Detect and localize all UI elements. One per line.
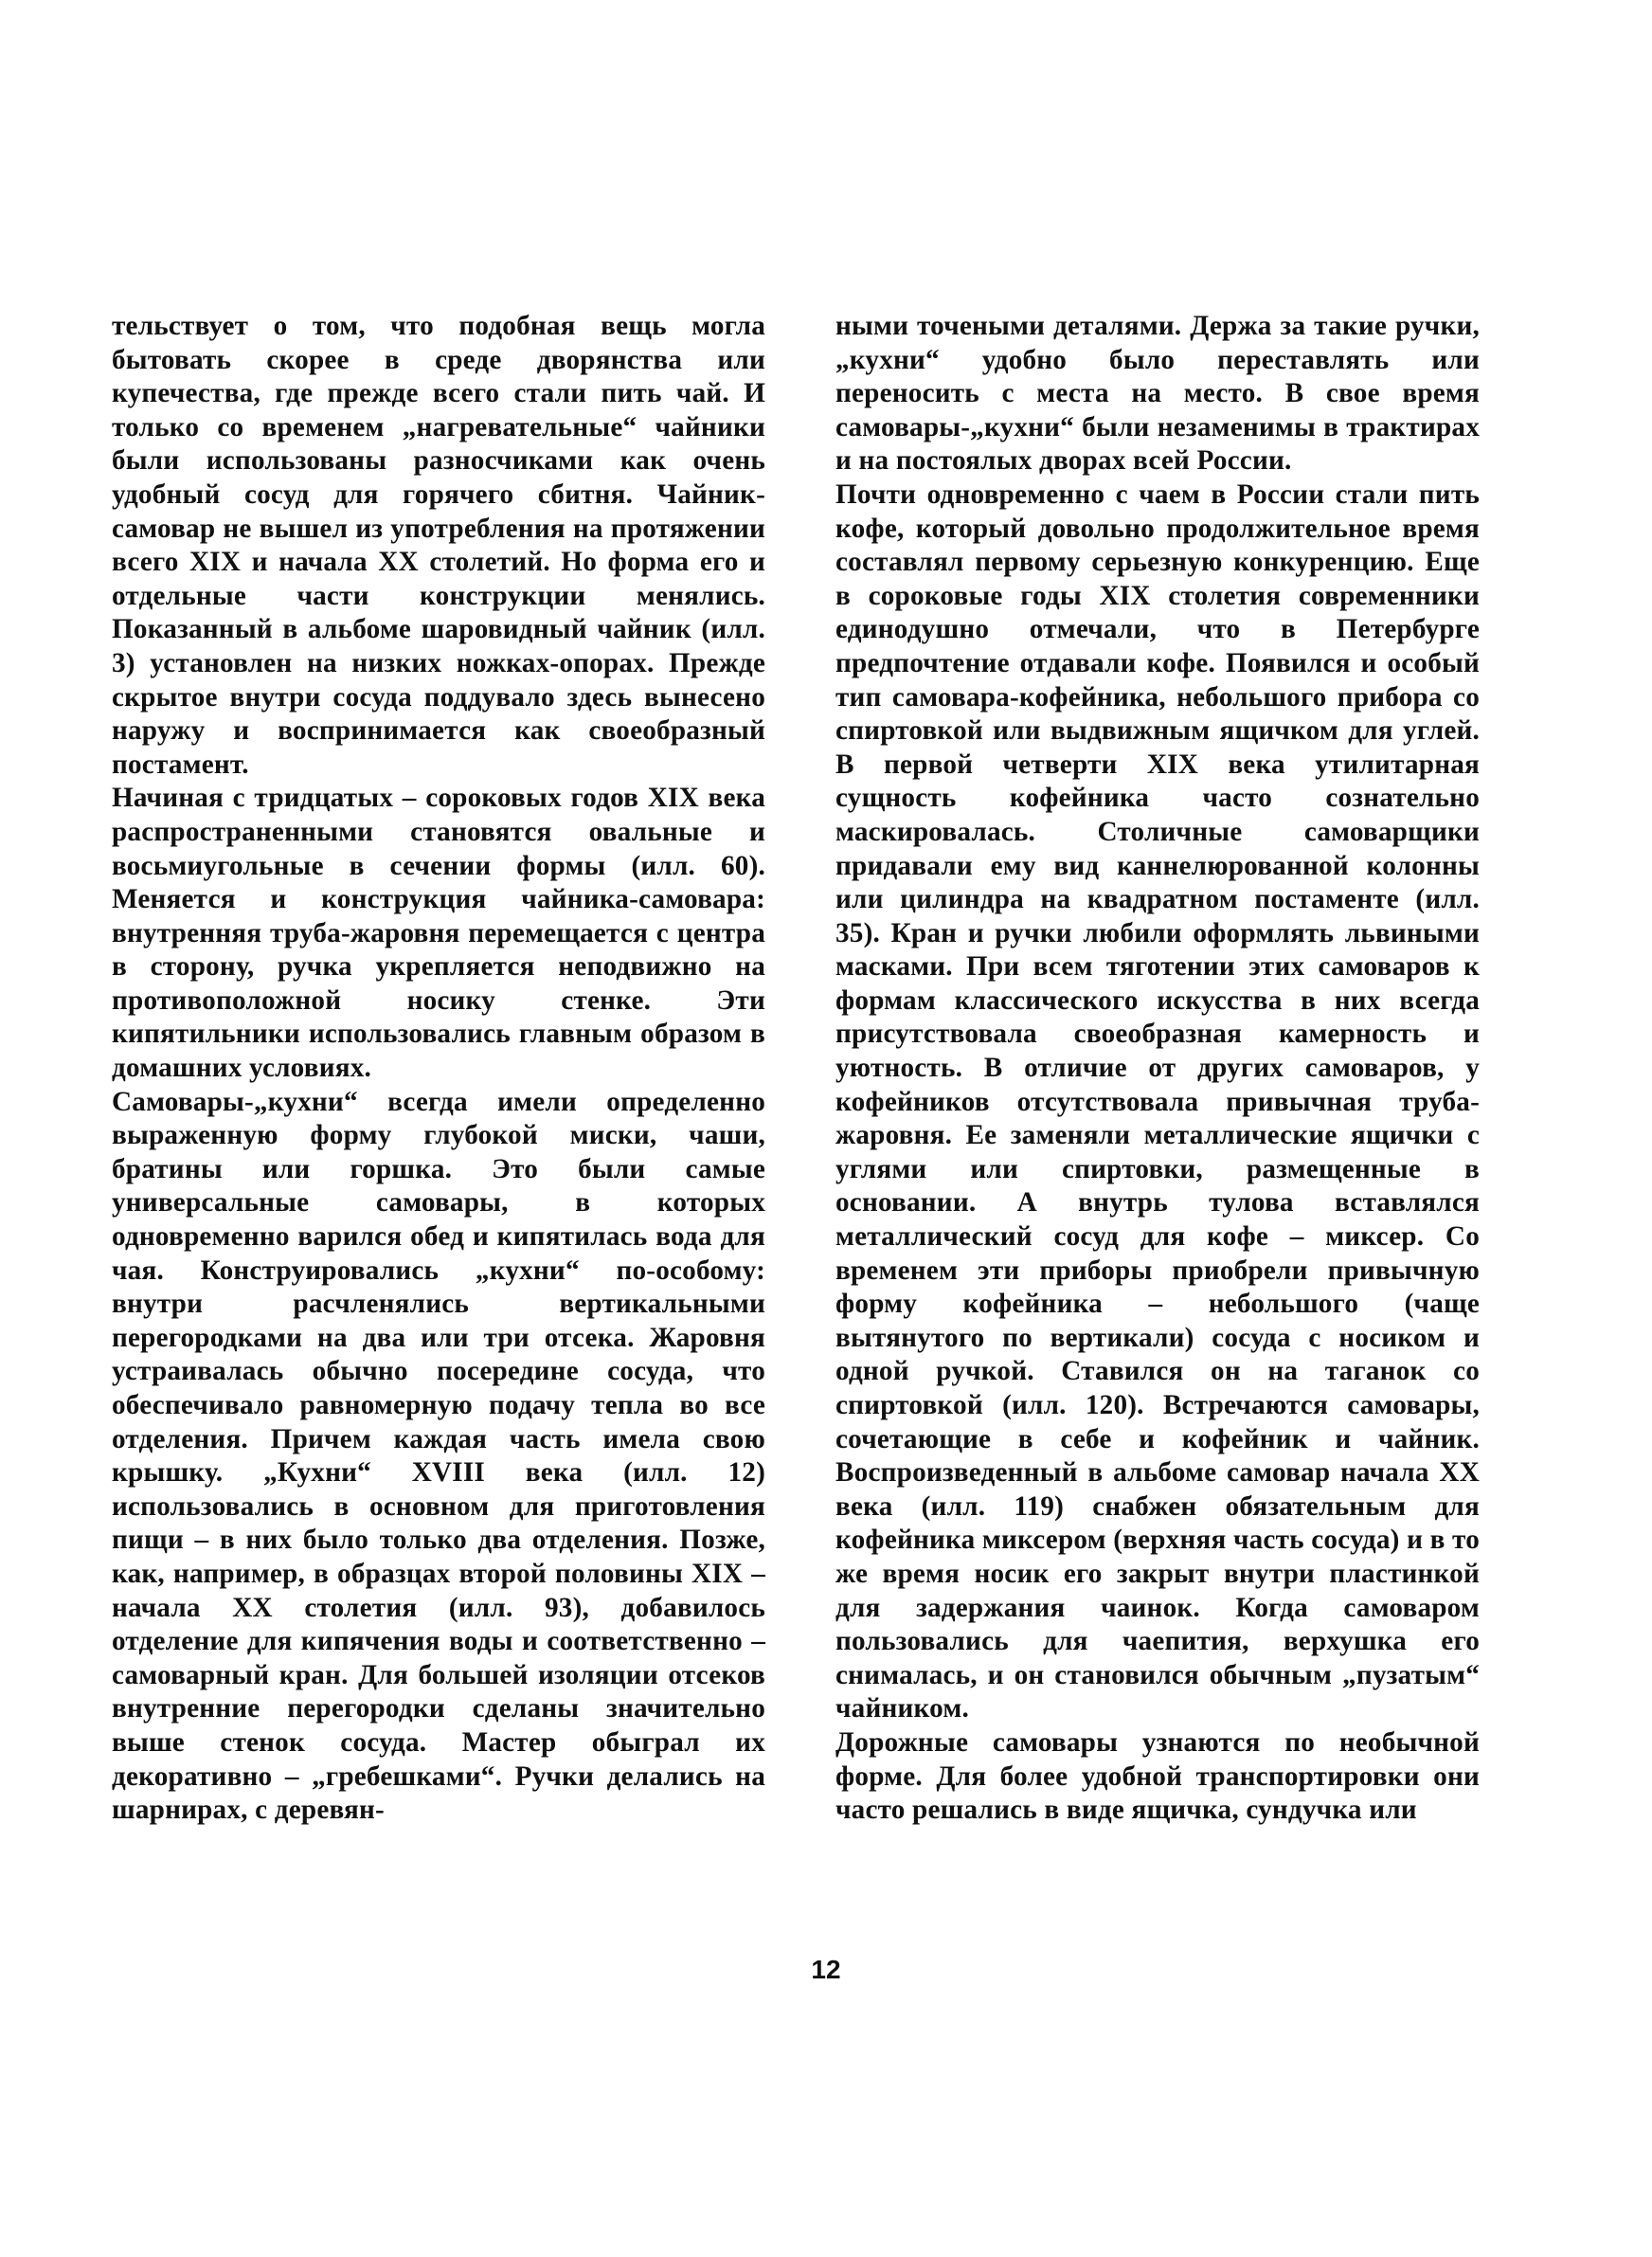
paragraph: тельствует о том, что подобная вещь могла бытовать скорее в среде дворянства или купечества, где прежде всего стали пить чай. И только со временем „нагревательные“ чайники были использованы разносчиками как очень удобный сосуд для горячего сбитня. Чайник-самовар не вышел из употребления на протяжении всего XIX и начала XX столетий. Но форма его и отдельные части конструкции менялись. Показанный в альбоме шаровидный чайник (илл. 3) установлен на низких ножках-опорах. Прежде скрытое внутри сосуда поддувало здесь вынесено наружу и воспринимается как своеобразный постамент. [112,311,765,780]
paragraph: Начиная с тридцатых – сороковых годов XIX века распространенными становятся овальные и восьмиугольные в сечении формы (илл. 60). Меняется и конструкция чайника-самовара: внутренняя труба-жаровня перемещается с центра в сторону, ручка укрепляется неподвижно на противоположной носику стенке. Эти кипятильники использовались главным образом в домашних условиях. [112,783,765,1084]
right-text-column [835,310,1480,1828]
paragraph: Самовары-„кухни“ всегда имели определенно выраженную форму глубокой миски, чаши, братины или горшка. Это были самые универсальные самовары, в которых одновременно варился обед и кипятилась вода для чая. Конструировались „кухни“ по-особому: внутри расчленялись вертикальными перегородками на два или три отсека. Жаровня устраивалась обычно посередине сосуда, что обеспечивало равномерную подачу тепла во все отделения. Причем каждая часть имела свою крышку. „Кухни“ XVIII века (илл. 12) использовались в основном для приготовления пищи – в них было только два отделения. Позже, как, например, в образцах второй половины XIX – начала XX столетия (илл. 93), добавилось отделение для кипячения воды и соответственно – самоварный кран. Для большей изоляции отсеков внутренние перегородки сделаны значительно выше стенок сосуда. Мастер обыграл их декоративно – „гребешками“. Ручки делались на шарнирах, с деревян- [112,1086,765,1826]
paragraph: ными точеными деталями. Держа за такие ручки, „кухни“ удобно было переставлять или переносить с места на место. В свое время самовары-„кухни“ были незаменимы в трактирах и на постоялых дворах всей России. [835,311,1480,477]
page-number: 12 [811,1955,841,1984]
paragraph: Дорожные самовары узнаются по необычной форме. Для более удобной транспортировки они часто решались в виде ящичка, сундучка или [835,1726,1480,1826]
left-text-column [112,310,765,1828]
paragraph: Почти одновременно с чаем в России стали пить кофе, который довольно продолжительное время составлял первому серьезную конкуренцию. Еще в сороковые годы XIX столетия современники единодушно отмечали, что в Петербурге предпочтение отдавали кофе. Появился и особый тип самовара-кофейника, небольшого прибора со спиртовкой или выдвижным ящичком для углей. В первой четверти XIX века утилитарная сущность кофейника часто сознательно маскировалась. Столичные самоварщики придавали ему вид каннелюрованной колонны или цилиндра на квадратном постаменте (илл. 35). Кран и ручки любили оформлять львиными масками. При всем тяготении этих самоваров к формам классического искусства в них всегда присутствовала своеобразная камерность и уютность. В отличие от других самоваров, у кофейников отсутствовала привычная труба-жаровня. Ее заменяли металлические ящички с углями или спиртовки, размещенные в основании. А внутрь тулова вставлялся металлический сосуд для кофе – миксер. Со временем эти приборы приобрели привычную форму кофейника – небольшого (чаще вытянутого по вертикали) сосуда с носиком и одной ручкой. Ставился он на таганок со спиртовкой (илл. 120). Встречаются самовары, сочетающие в себе и кофейник и чайник. Воспроизведенный в альбоме самовар начала XX века (илл. 119) снабжен обязательным для кофейника миксером (верхняя часть сосуда) и в то же время носик его закрыт внутри пластинкой для задержания чаинок. Когда самоваром пользовались для чаепития, верхушка его снималась, и он становился обычным „пузатым“ чайником. [835,478,1480,1724]
